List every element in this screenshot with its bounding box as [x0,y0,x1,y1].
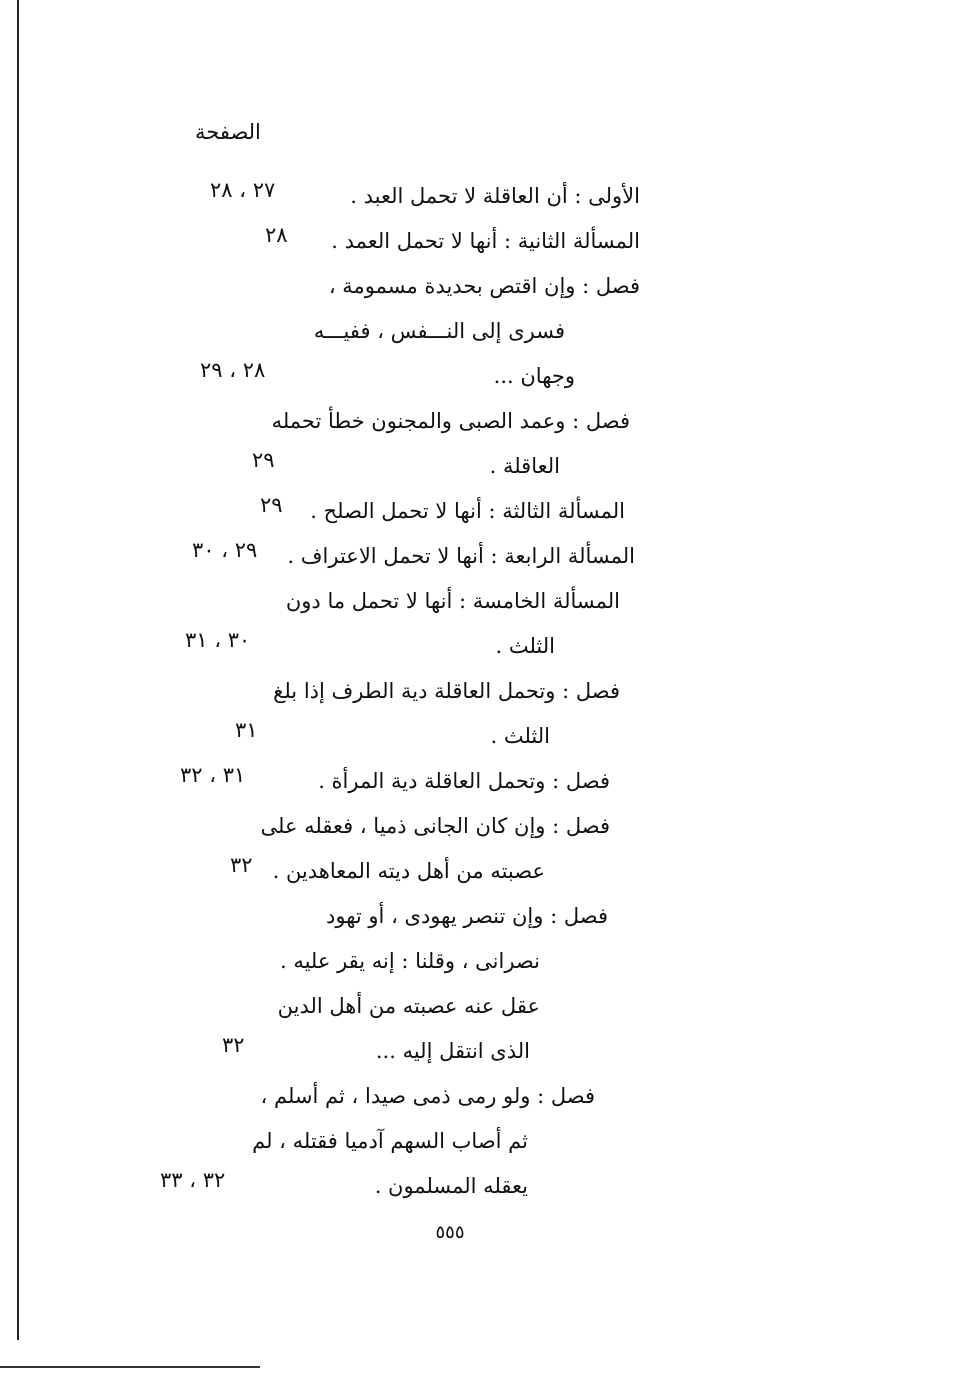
entry-page: ٢٨ [265,223,288,247]
entry-text: المسألة الخامسة : أنها لا تحمل ما دون [285,589,620,613]
index-entry [140,493,650,538]
left-margin-rule [17,0,19,1340]
entry-text: المسألة الثانية : أنها لا تحمل العمد . [331,229,640,253]
index-entry [140,988,650,1033]
entry-text: عصبته من أهل ديته المعاهدين . [272,859,545,883]
index-entry [140,223,650,268]
entry-page: ٣١ ، ٣٢ [180,763,246,787]
index-entries [140,178,650,1213]
entry-text: فصل : وعمد الصبى والمجنون خطأ تحمله [271,409,630,433]
entry-text: فصل : وتحمل العاقلة دية الطرف إذا بلغ [273,679,620,703]
page-column-header: الصفحة [195,120,261,144]
entry-text: نصرانى ، وقلنا : إنه يقر عليه . [279,949,540,973]
entry-text: الذى انتقل إليه ... [375,1039,530,1063]
entry-text: الثلث . [495,634,555,658]
entry-page: ٣٠ ، ٣١ [185,628,251,652]
entry-text: فصل : ولو رمى ذمى صيدا ، ثم أسلم ، [260,1084,595,1108]
index-entry [140,538,650,583]
index-entry [140,403,650,448]
index-entry [140,763,650,808]
entry-page: ٢٨ ، ٢٩ [200,358,266,382]
entry-page: ٢٧ ، ٢٨ [210,178,276,202]
entry-text: ثم أصاب السهم آدميا فقتله ، لم [252,1129,528,1153]
index-entry [140,313,650,358]
entry-page: ٣٢ ، ٣٣ [160,1168,226,1192]
entry-text: المسألة الثالثة : أنها لا تحمل الصلح . [310,499,625,523]
index-entry [140,718,650,763]
index-entry [140,1078,650,1123]
index-entry [140,1123,650,1168]
index-entry [140,628,650,673]
index-entry [140,178,650,223]
entry-text: فصل : وتحمل العاقلة دية المرأة . [318,769,610,793]
entry-text: يعقله المسلمون . [374,1174,528,1198]
index-entry [140,853,650,898]
index-entry [140,943,650,988]
entry-page: ٣١ [235,718,258,742]
entry-text: فسرى إلى النـــفس ، ففيـــه [313,319,565,343]
index-entry [140,268,650,313]
entry-text: العاقلة . [489,454,560,478]
index-entry [140,448,650,493]
index-entry [140,1033,650,1078]
entry-page: ٣٢ [222,1033,245,1057]
entry-text: المسألة الرابعة : أنها لا تحمل الاعتراف . [287,544,635,568]
index-entry [140,673,650,718]
entry-text: فصل : وإن كان الجانى ذميا ، فعقله على [260,814,610,838]
entry-text: عقل عنه عصبته من أهل الدين [277,994,540,1018]
entry-page: ٣٢ [230,853,253,877]
index-entry [140,808,650,853]
index-entry [140,1168,650,1213]
entry-text: فصل : وإن تنصر يهودى ، أو تهود [326,904,608,928]
entry-page: ٢٩ [260,493,283,517]
entry-text: وجهان ... [493,364,575,388]
entry-page: ٢٩ ، ٣٠ [192,538,258,562]
index-entry [140,358,650,403]
entry-text: فصل : وإن اقتص بحديدة مسمومة ، [328,274,640,298]
page-number: ٥٥٥ [435,1222,465,1243]
entry-page: ٢٩ [252,448,275,472]
entry-text: الأولى : أن العاقلة لا تحمل العبد . [350,184,640,208]
index-entry [140,898,650,943]
bottom-margin-rule [0,1366,260,1368]
entry-text: الثلث . [490,724,550,748]
index-entry [140,583,650,628]
